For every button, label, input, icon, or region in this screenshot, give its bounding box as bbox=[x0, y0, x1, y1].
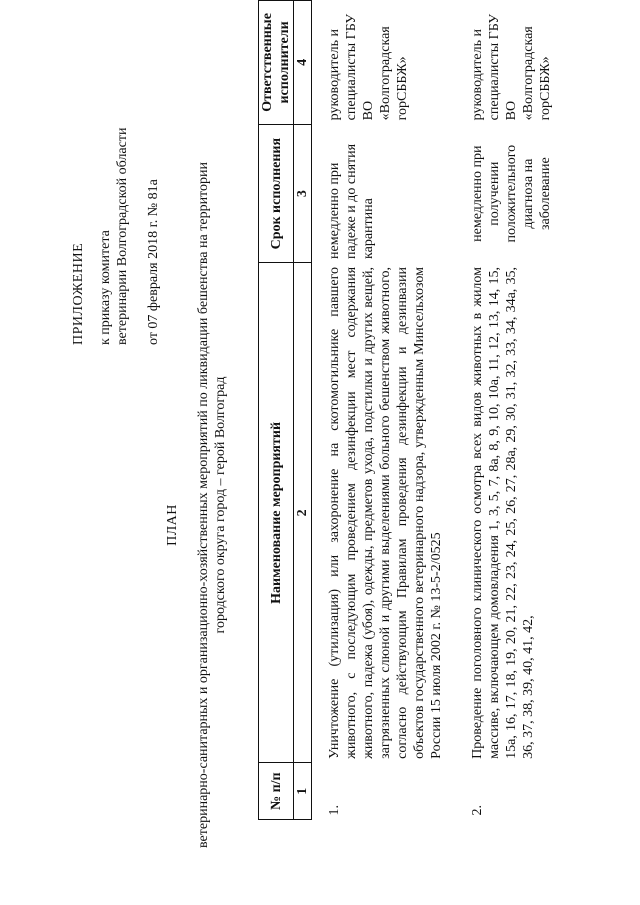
row-responsible: руководитель и специалисты ГБУ ВО «Волгоградская горСББЖ» bbox=[470, 13, 553, 121]
table-row bbox=[455, 1, 554, 820]
header-activity: Наименование мероприятий bbox=[259, 263, 294, 763]
header-number: № п/п bbox=[259, 763, 294, 820]
plan-title: ПЛАН bbox=[165, 504, 180, 546]
header-responsible: Ответственные исполнители bbox=[259, 1, 294, 125]
row-activity: Проведение поголовного клинического осмотра всех видов животных в жилом массиве, включающем домовладения 1, 3, 5, 7, 8а, 8, 9, 10, 10а, 11, 12, 13, 14, 15, 15а, 16, 17, 18, 19, 20, 21, 22, 23, 24, 25, 26, 27, 28а, 29, 30, 31, 32, 33, 34, 34а, 35, 36, 37, 38, 39, 40, 41, 42, bbox=[470, 266, 536, 759]
row-responsible: руководитель и специалисты ГБУ ВО «Волгоградская горСББЖ» bbox=[327, 13, 410, 121]
appendix-committee-line: ветеринарии Волгоградской области bbox=[115, 127, 130, 345]
column-number-2: 2 bbox=[294, 263, 312, 763]
row-deadline: немедленно при падеже и до снятия карантина bbox=[327, 143, 376, 259]
appendix-title: ПРИЛОЖЕНИЕ bbox=[71, 242, 86, 345]
plan-table bbox=[258, 0, 554, 820]
column-number-4: 4 bbox=[294, 1, 312, 125]
appendix-block bbox=[70, 105, 162, 345]
appendix-order-line: к приказу комитета bbox=[98, 230, 113, 345]
table-row bbox=[312, 1, 446, 820]
plan-subtitle: ветеринарно-санитарных и организационно-хозяйственных мероприятий по ликвидации бешенства на территории городского округа город – герой Волгоград bbox=[196, 162, 228, 848]
row-number: 1. bbox=[327, 805, 342, 816]
row-number: 2. bbox=[470, 805, 485, 816]
column-number-1: 1 bbox=[294, 763, 312, 820]
header-deadline: Срок исполнения bbox=[259, 124, 294, 263]
column-number-3: 3 bbox=[294, 124, 312, 263]
row-activity: Уничтожение (утилизация) или захоронение на скотомогильнике павшего животного, с последующим проведением дезинфекции мест содержания животного, падежа (убоя), одежды, предметов ухода, подстилки и других вещей, загрязненных слюной и другими выделениями больного бешенством животного, согласно действующим Правилам проведения дезинфекции и дезинвазии объектов государственного ветеринарного надзора, утвержденным Минсельхозом России 15 июля 2002 г. № 13-5-2/0525 bbox=[327, 266, 444, 759]
table-column-numbers-row bbox=[294, 1, 312, 820]
table-header-row bbox=[259, 1, 294, 820]
appendix-date: от 07 февраля 2018 г. № 81а bbox=[146, 179, 161, 345]
row-deadline: немедленно при получении положительного диагноза на заболевание bbox=[470, 144, 553, 243]
